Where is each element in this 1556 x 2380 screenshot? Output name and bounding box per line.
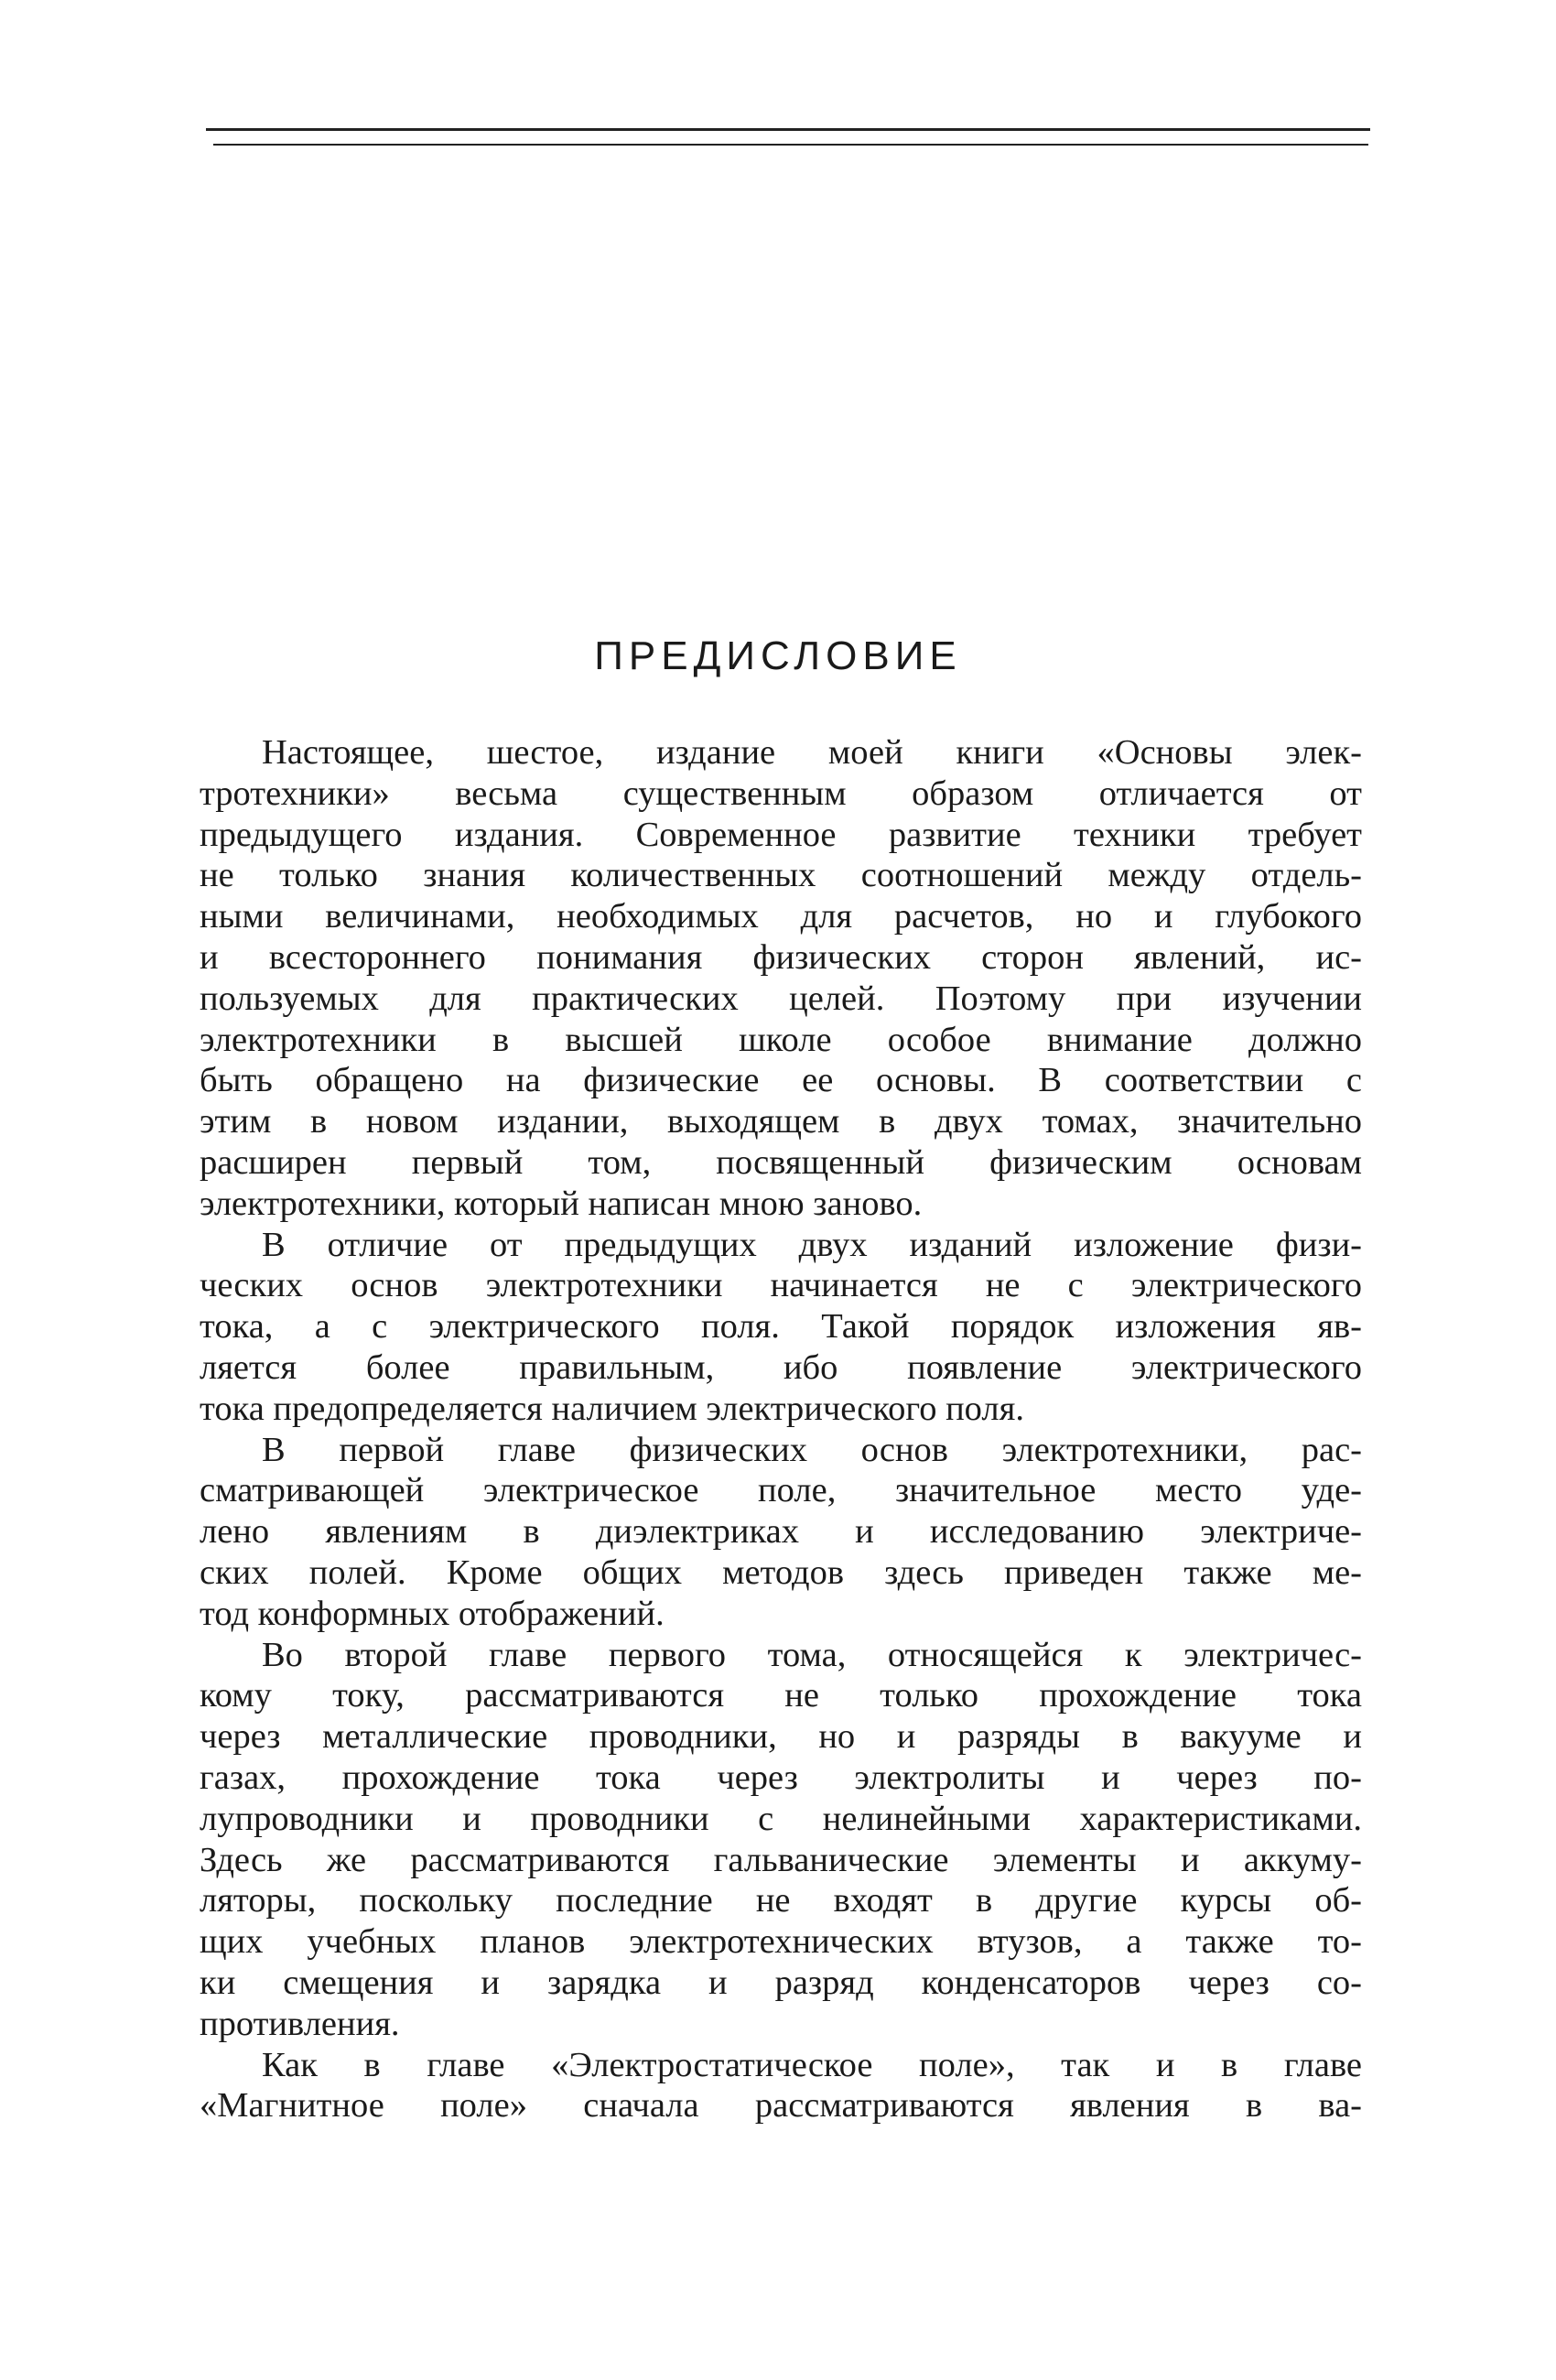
text-line: Как в главе «Электростатическое поле», так и в главе [262,2045,1362,2084]
text-line: лупроводники и проводники с нелинейными характеристиками. [200,1799,1362,1838]
paragraph [200,2045,1362,2127]
text-line: газах, прохождение тока через электролиты и через по- [200,1758,1362,1797]
text-line: кому току, рассматриваются не только прохождение тока [200,1676,1362,1715]
text-line: расширен первый том, посвященный физическим основам [200,1142,1362,1182]
text-line: электротехники в высшей школе особое внимание должно [200,1020,1362,1059]
text-line: тока предопределяется наличием электрического поля. [200,1389,1024,1428]
text-line: В отличие от предыдущих двух изданий изложение физи- [262,1225,1362,1264]
text-line: «Магнитное поле» сначала рассматриваются явления в ва- [200,2086,1362,2126]
paragraph [200,1635,1362,2045]
body-text [200,732,1362,2126]
text-line: быть обращено на физические ее основы. В соответствии с [200,1061,1362,1100]
paragraph [200,732,1362,1225]
text-line: и всестороннего понимания физических сторон явлений, ис- [200,937,1362,977]
text-line: не только знания количественных соотношений между отдель- [200,856,1362,895]
text-line: пользуемых для практических целей. Поэтому при изучении [200,979,1362,1018]
text-line: ческих основ электротехники начинается не с электрического [200,1266,1362,1305]
text-line: ными величинами, необходимых для расчетов, но и глубокого [200,897,1362,936]
paragraph [200,1430,1362,1635]
text-line: электротехники, который написан мною заново. [200,1184,923,1223]
text-line: В первой главе физических основ электротехники, рас- [262,1430,1362,1469]
text-line: предыдущего издания. Современное развитие техники требует [200,815,1362,854]
text-line: тод конформных отображений. [200,1594,665,1633]
page-title: ПРЕДИСЛОВИЕ [594,633,962,678]
text-line: ляется более правильным, ибо появление электрического [200,1347,1362,1387]
text-line: сматривающей электрическое поле, значительное место уде- [200,1471,1362,1510]
text-line: через металлические проводники, но и разряды в вакууме и [200,1717,1362,1757]
text-line: ки смещения и зарядка и разряд конденсаторов через со- [200,1963,1362,2002]
text-line: тротехники» весьма существенным образом отличается от [200,774,1362,813]
text-line: ляторы, поскольку последние не входят в другие курсы об- [200,1881,1362,1920]
text-line: тока, а с электрического поля. Такой порядок изложения яв- [200,1307,1362,1347]
header-rule-top [206,128,1370,131]
text-line: лено явлениям в диэлектриках и исследованию электриче- [200,1512,1362,1552]
text-line: ских полей. Кроме общих методов здесь приведен также ме- [200,1552,1362,1592]
text-line: Во второй главе первого тома, относящейся к электричес- [262,1635,1362,1674]
text-line: Здесь же рассматриваются гальванические элементы и аккуму- [200,1840,1362,1879]
text-line: Настоящее, шестое, издание моей книги «Основы элек- [262,733,1362,772]
header-rule-bottom [213,144,1368,146]
text-line: этим в новом издании, выходящем в двух томах, значительно [200,1102,1362,1141]
text-line: щих учебных планов электротехнических втузов, а также то- [200,1922,1362,1962]
text-line: противления. [200,2004,400,2043]
paragraph [200,1225,1362,1430]
